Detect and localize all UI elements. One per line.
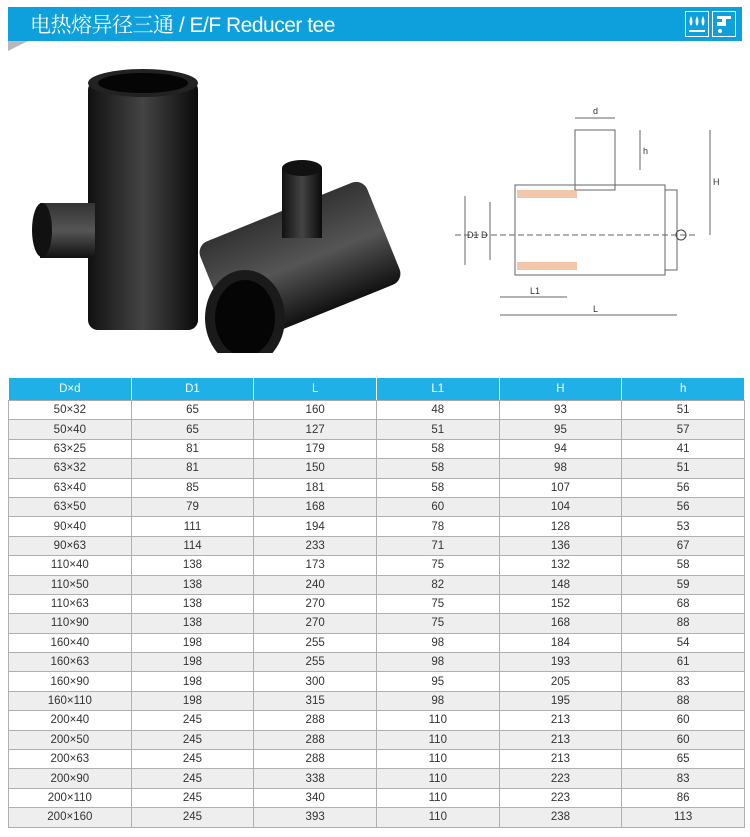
- dimension-table: [8, 377, 745, 828]
- table-row: [9, 594, 745, 613]
- table-cell: 54: [622, 633, 745, 652]
- table-cell: 193: [499, 653, 622, 672]
- table-row: [9, 750, 745, 769]
- table-row: [9, 401, 745, 420]
- table-cell: 148: [499, 575, 622, 594]
- table-cell: 50×40: [9, 420, 132, 439]
- table-cell: 152: [499, 594, 622, 613]
- table-cell: 90×40: [9, 517, 132, 536]
- table-cell: 255: [254, 653, 377, 672]
- table-cell: 110: [376, 750, 499, 769]
- table-cell: 75: [376, 614, 499, 633]
- table-cell: 53: [622, 517, 745, 536]
- table-cell: 173: [254, 556, 377, 575]
- table-cell: 110×50: [9, 575, 132, 594]
- table-row: [9, 497, 745, 516]
- table-row: [9, 808, 745, 827]
- table-cell: 51: [622, 459, 745, 478]
- table-cell: 114: [131, 536, 254, 555]
- table-row: [9, 614, 745, 633]
- table-cell: 63×50: [9, 497, 132, 516]
- table-cell: 67: [622, 536, 745, 555]
- table-cell: 83: [622, 672, 745, 691]
- table-cell: 83: [622, 769, 745, 788]
- table-cell: 98: [376, 633, 499, 652]
- table-row: [9, 575, 745, 594]
- table-cell: 393: [254, 808, 377, 827]
- table-row: [9, 691, 745, 710]
- dimension-diagram: [455, 100, 735, 325]
- table-cell: 233: [254, 536, 377, 555]
- table-cell: 213: [499, 730, 622, 749]
- table-cell: 128: [499, 517, 622, 536]
- table-cell: 168: [254, 497, 377, 516]
- table-cell: 60: [622, 730, 745, 749]
- table-row: [9, 769, 745, 788]
- table-cell: 63×40: [9, 478, 132, 497]
- table-cell: 58: [622, 556, 745, 575]
- table-cell: 288: [254, 730, 377, 749]
- table-cell: 198: [131, 672, 254, 691]
- label-D1: D1: [467, 230, 479, 240]
- table-cell: 81: [131, 459, 254, 478]
- table-row: [9, 653, 745, 672]
- page-title: 电热熔异径三通 / E/F Reducer tee: [30, 14, 335, 37]
- table-row: [9, 478, 745, 497]
- table-cell: 160×63: [9, 653, 132, 672]
- label-H: H: [713, 177, 720, 187]
- table-cell: 60: [622, 711, 745, 730]
- label-L1: L1: [530, 286, 541, 296]
- table-cell: 160×40: [9, 633, 132, 652]
- table-cell: 104: [499, 497, 622, 516]
- table-cell: 110: [376, 808, 499, 827]
- table-cell: 98: [499, 459, 622, 478]
- table-cell: 113: [622, 808, 745, 827]
- column-header: D1: [131, 378, 254, 401]
- table-cell: 58: [376, 439, 499, 458]
- table-cell: 200×50: [9, 730, 132, 749]
- label-L: L: [593, 304, 599, 314]
- table-cell: 198: [131, 653, 254, 672]
- table-cell: 59: [622, 575, 745, 594]
- table-cell: 79: [131, 497, 254, 516]
- table-cell: 90×63: [9, 536, 132, 555]
- table-cell: 94: [499, 439, 622, 458]
- table-row: [9, 439, 745, 458]
- table-cell: 60: [376, 497, 499, 516]
- label-D: D: [481, 230, 488, 240]
- table-cell: 56: [622, 478, 745, 497]
- table-cell: 61: [622, 653, 745, 672]
- column-header: h: [622, 378, 745, 401]
- table-cell: 240: [254, 575, 377, 594]
- table-cell: 71: [376, 536, 499, 555]
- table-cell: 127: [254, 420, 377, 439]
- table-row: [9, 556, 745, 575]
- table-cell: 86: [622, 788, 745, 807]
- table-cell: 75: [376, 556, 499, 575]
- table-cell: 288: [254, 711, 377, 730]
- column-header: L: [254, 378, 377, 401]
- table-row: [9, 517, 745, 536]
- table-cell: 57: [622, 420, 745, 439]
- table-cell: 58: [376, 459, 499, 478]
- table-cell: 194: [254, 517, 377, 536]
- table-cell: 110×90: [9, 614, 132, 633]
- table-cell: 110×40: [9, 556, 132, 575]
- table-cell: 213: [499, 750, 622, 769]
- table-cell: 78: [376, 517, 499, 536]
- table-cell: 65: [131, 420, 254, 439]
- table-cell: 95: [499, 420, 622, 439]
- table-cell: 168: [499, 614, 622, 633]
- table-cell: 51: [622, 401, 745, 420]
- table-cell: 245: [131, 769, 254, 788]
- table-cell: 245: [131, 808, 254, 827]
- table-cell: 198: [131, 633, 254, 652]
- table-cell: 205: [499, 672, 622, 691]
- table-cell: 255: [254, 633, 377, 652]
- table-cell: 93: [499, 401, 622, 420]
- column-header: D×d: [9, 378, 132, 401]
- table-cell: 288: [254, 750, 377, 769]
- table-cell: 68: [622, 594, 745, 613]
- table-cell: 65: [622, 750, 745, 769]
- table-cell: 111: [131, 517, 254, 536]
- table-cell: 110: [376, 711, 499, 730]
- table-cell: 63×32: [9, 459, 132, 478]
- table-cell: 245: [131, 711, 254, 730]
- table-cell: 82: [376, 575, 499, 594]
- table-row: [9, 459, 745, 478]
- table-cell: 200×90: [9, 769, 132, 788]
- title-banner: [8, 7, 742, 41]
- column-header: L1: [376, 378, 499, 401]
- table-row: [9, 420, 745, 439]
- table-cell: 338: [254, 769, 377, 788]
- table-cell: 238: [499, 808, 622, 827]
- table-row: [9, 536, 745, 555]
- table-cell: 300: [254, 672, 377, 691]
- table-cell: 88: [622, 691, 745, 710]
- table-cell: 58: [376, 478, 499, 497]
- table-cell: 98: [376, 691, 499, 710]
- table-cell: 181: [254, 478, 377, 497]
- label-h: h: [643, 146, 649, 156]
- table-cell: 95: [376, 672, 499, 691]
- table-cell: 184: [499, 633, 622, 652]
- table-cell: 200×110: [9, 788, 132, 807]
- table-cell: 245: [131, 730, 254, 749]
- table-cell: 138: [131, 556, 254, 575]
- table-cell: 65: [131, 401, 254, 420]
- table-row: [9, 633, 745, 652]
- table-cell: 150: [254, 459, 377, 478]
- table-cell: 51: [376, 420, 499, 439]
- table-cell: 160×90: [9, 672, 132, 691]
- table-cell: 110: [376, 730, 499, 749]
- banner-fold: [8, 41, 28, 51]
- table-cell: 48: [376, 401, 499, 420]
- table-cell: 88: [622, 614, 745, 633]
- table-cell: 270: [254, 614, 377, 633]
- table-cell: 85: [131, 478, 254, 497]
- table-cell: 138: [131, 614, 254, 633]
- column-header: H: [499, 378, 622, 401]
- table-cell: 245: [131, 788, 254, 807]
- table-cell: 270: [254, 594, 377, 613]
- table-cell: 195: [499, 691, 622, 710]
- table-cell: 223: [499, 769, 622, 788]
- table-cell: 138: [131, 594, 254, 613]
- table-cell: 81: [131, 439, 254, 458]
- table-cell: 200×40: [9, 711, 132, 730]
- table-cell: 315: [254, 691, 377, 710]
- table-cell: 98: [376, 653, 499, 672]
- table-row: [9, 788, 745, 807]
- table-cell: 340: [254, 788, 377, 807]
- table-row: [9, 672, 745, 691]
- table-cell: 107: [499, 478, 622, 497]
- faucet-icon: [712, 11, 736, 37]
- table-cell: 136: [499, 536, 622, 555]
- label-d: d: [593, 106, 599, 116]
- table-cell: 56: [622, 497, 745, 516]
- table-cell: 200×160: [9, 808, 132, 827]
- table-cell: 200×63: [9, 750, 132, 769]
- table-row: [9, 711, 745, 730]
- table-cell: 179: [254, 439, 377, 458]
- table-cell: 41: [622, 439, 745, 458]
- table-cell: 213: [499, 711, 622, 730]
- table-cell: 160: [254, 401, 377, 420]
- product-photo: [20, 58, 420, 353]
- table-cell: 75: [376, 594, 499, 613]
- table-cell: 110: [376, 769, 499, 788]
- table-cell: 110: [376, 788, 499, 807]
- table-cell: 50×32: [9, 401, 132, 420]
- table-cell: 245: [131, 750, 254, 769]
- table-cell: 160×110: [9, 691, 132, 710]
- table-cell: 63×25: [9, 439, 132, 458]
- table-cell: 132: [499, 556, 622, 575]
- table-cell: 223: [499, 788, 622, 807]
- table-cell: 198: [131, 691, 254, 710]
- fire-icon: [685, 11, 709, 37]
- table-cell: 110×63: [9, 594, 132, 613]
- table-row: [9, 730, 745, 749]
- table-cell: 138: [131, 575, 254, 594]
